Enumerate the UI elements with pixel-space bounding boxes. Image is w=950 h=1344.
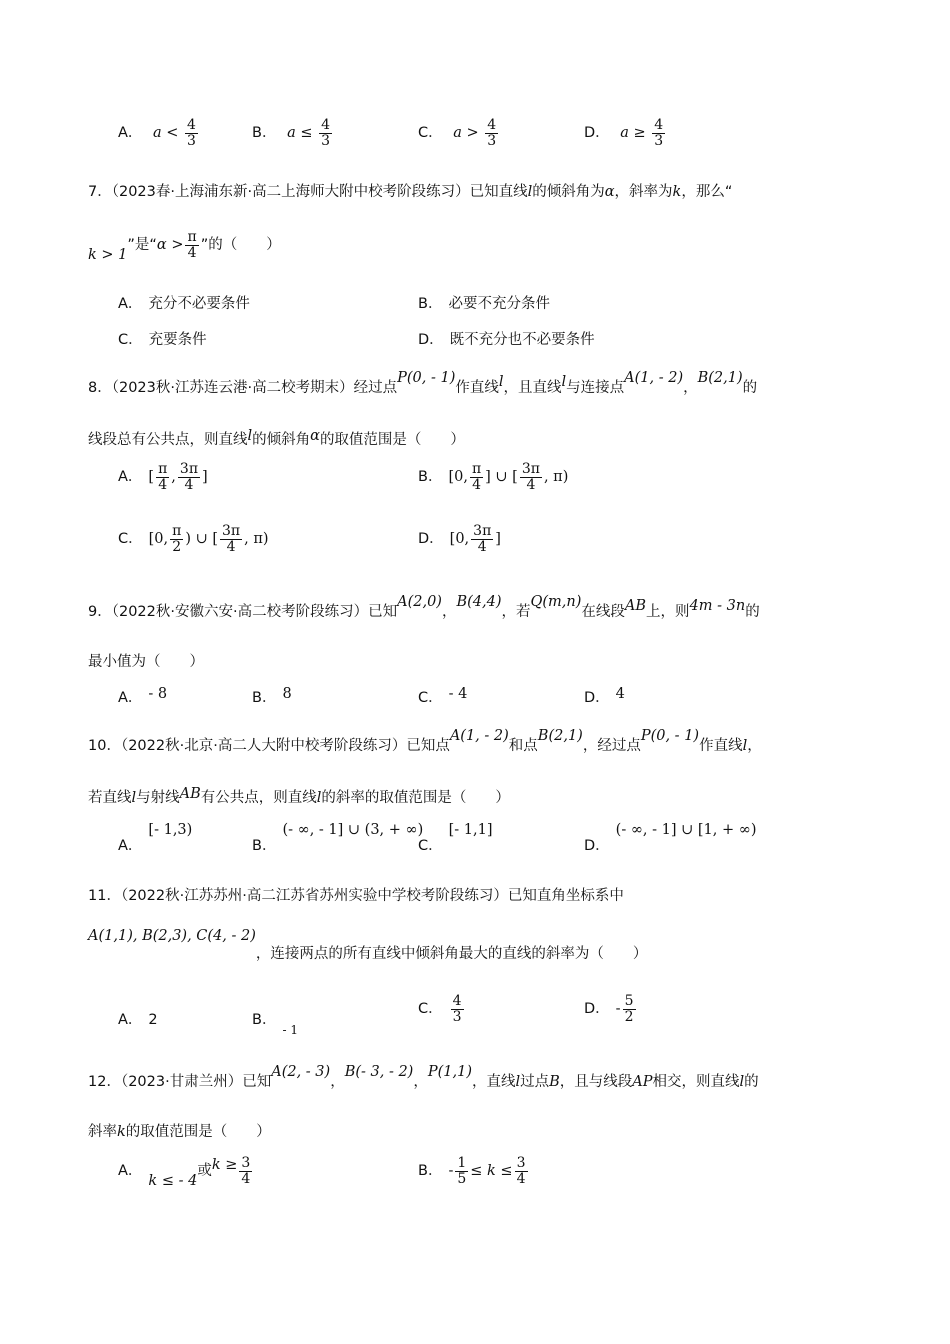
q7-option-d: D． 既不充分也不必要条件 [418, 332, 595, 348]
fraction: $\frac{5}{2}$ [624, 993, 634, 1025]
q8-option-a: A． [ $\frac{\pi}{4}$ , $\frac{3\pi}{4}$ ] [118, 461, 208, 493]
q9-option-b: B． 8 [252, 686, 292, 706]
math-expression: a ≤ [287, 125, 313, 142]
math-expression: a < [153, 125, 179, 142]
q6-option-c: C． a > $\frac{4}{3}$ [418, 117, 497, 149]
q12-stem-line1: 12．（2023·甘肃兰州）已知A(2, - 3)，B(- 3, - 2)，P(1,1)，直线l过点B，且与线段AP相交，则直线l的 [88, 1064, 759, 1090]
q8-option-d: D． [0, $\frac{3\pi}{4}$ ] [418, 523, 501, 555]
fraction: $\frac{3}{4}$ [241, 1155, 251, 1187]
fraction: $\frac{\pi}{4}$ [187, 229, 197, 261]
fraction: $\frac{3\pi}{4}$ [521, 461, 540, 493]
math-expression: a ≥ [620, 125, 646, 142]
q7-stem-line2: k > 1”是“α > $\frac{\pi}{4}$ ”的（ ） [88, 229, 281, 264]
q11-option-a: A． 2 [118, 1012, 158, 1028]
fraction: $\frac{\pi}{2}$ [172, 523, 182, 555]
q8-stem-line2: 线段总有公共点，则直线l的倾斜角α的取值范围是（ ） [88, 428, 465, 448]
q6-option-a: A． a < $\frac{4}{3}$ [118, 117, 196, 149]
fraction: $\frac{4}{3}$ [187, 117, 196, 149]
q10-stem-line2: 若直线l与射线AB有公共点，则直线l的斜率的取值范围是（ ） [88, 786, 510, 806]
q12-option-a: A．k ≤ - 4或k ≥ $\frac{3}{4}$ [118, 1155, 251, 1190]
fraction: $\frac{3}{4}$ [516, 1155, 526, 1187]
q11-option-b: B．$_{- 1}$ [252, 1012, 298, 1037]
q11-stem-line1: 11．（2022秋·江苏苏州·高二江苏省苏州实验中学校考阶段练习）已知直角坐标系中 [88, 888, 624, 904]
fraction: $\frac{3\pi}{4}$ [222, 523, 241, 555]
fraction: $\frac{4}{3}$ [321, 117, 330, 149]
q10-option-b: B．(- ∞, - 1] ∪ (3, + ∞) [252, 822, 424, 854]
q9-option-d: D． 4 [584, 686, 625, 706]
math-expression: a > [453, 125, 479, 142]
q7-stem-line1: 7．（2023春·上海浦东新·高二上海师大附中校考阶段练习）已知直线l的倾斜角为α，斜率为k，那么“ [88, 184, 733, 200]
q7-option-c: C． 充要条件 [118, 332, 207, 348]
fraction: $\frac{1}{5}$ [457, 1155, 467, 1187]
q8-option-c: C． [0, $\frac{\pi}{2}$ ) ∪ [ $\frac{3\pi}{4}$ , π) [118, 523, 269, 555]
q11-stem-line2: A(1,1), B(2,3), C(4, - 2)，连接两点的所有直线中倾斜角最大的直线的斜率为（ ） [88, 928, 648, 962]
fraction: $\frac{\pi}{4}$ [158, 461, 168, 493]
q10-option-a: A．[- 1,3) [118, 822, 193, 854]
q11-option-c: C． $\frac{4}{3}$ [418, 993, 462, 1025]
q10-option-c: C．[- 1,1] [418, 822, 493, 854]
q10-stem-line1: 10．（2022秋·北京·高二人大附中校考阶段练习）已知点A(1, - 2)和点B(2,1)，经过点P(0, - 1)作直线l， [88, 728, 762, 754]
q11-option-d: D． - $\frac{5}{2}$ [584, 993, 634, 1025]
q12-option-b: B． - $\frac{1}{5}$ ≤ k ≤ $\frac{3}{4}$ [418, 1155, 526, 1187]
q12-stem-line2: 斜率k的取值范围是（ ） [88, 1124, 271, 1140]
q10-option-d: D．(- ∞, - 1] ∪ [1, + ∞) [584, 822, 757, 854]
q8-stem-line1: 8．（2023秋·江苏连云港·高二校考期末）经过点P(0, - 1)作直线l，且直线l与连接点A(1, - 2)，B(2,1)的 [88, 370, 758, 396]
fraction: $\frac{4}{3}$ [487, 117, 497, 149]
fraction: $\frac{\pi}{4}$ [471, 461, 482, 493]
fraction: $\frac{4}{3}$ [654, 117, 664, 149]
fraction: $\frac{3\pi}{4}$ [473, 523, 492, 555]
q9-option-c: C． - 4 [418, 686, 468, 706]
fraction: $\frac{3\pi}{4}$ [179, 461, 199, 493]
q9-option-a: A． - 8 [118, 686, 168, 706]
q6-option-d: D． a ≥ $\frac{4}{3}$ [584, 117, 664, 149]
fraction: $\frac{4}{3}$ [452, 993, 462, 1025]
q9-stem-line2: 最小值为（ ） [88, 654, 204, 670]
q9-stem-line1: 9．（2022秋·安徽六安·高二校考阶段练习）已知A(2,0)，B(4,4)，若Q(m,n)在线段AB上，则4m - 3n的 [88, 594, 760, 620]
q8-option-b: B． [0, $\frac{\pi}{4}$ ] ∪ [ $\frac{3\pi}{4}$ , π) [418, 461, 569, 493]
q7-option-b: B． 必要不充分条件 [418, 296, 550, 312]
q7-option-a: A． 充分不必要条件 [118, 296, 250, 312]
q6-option-b: B． a ≤ $\frac{4}{3}$ [252, 117, 330, 149]
